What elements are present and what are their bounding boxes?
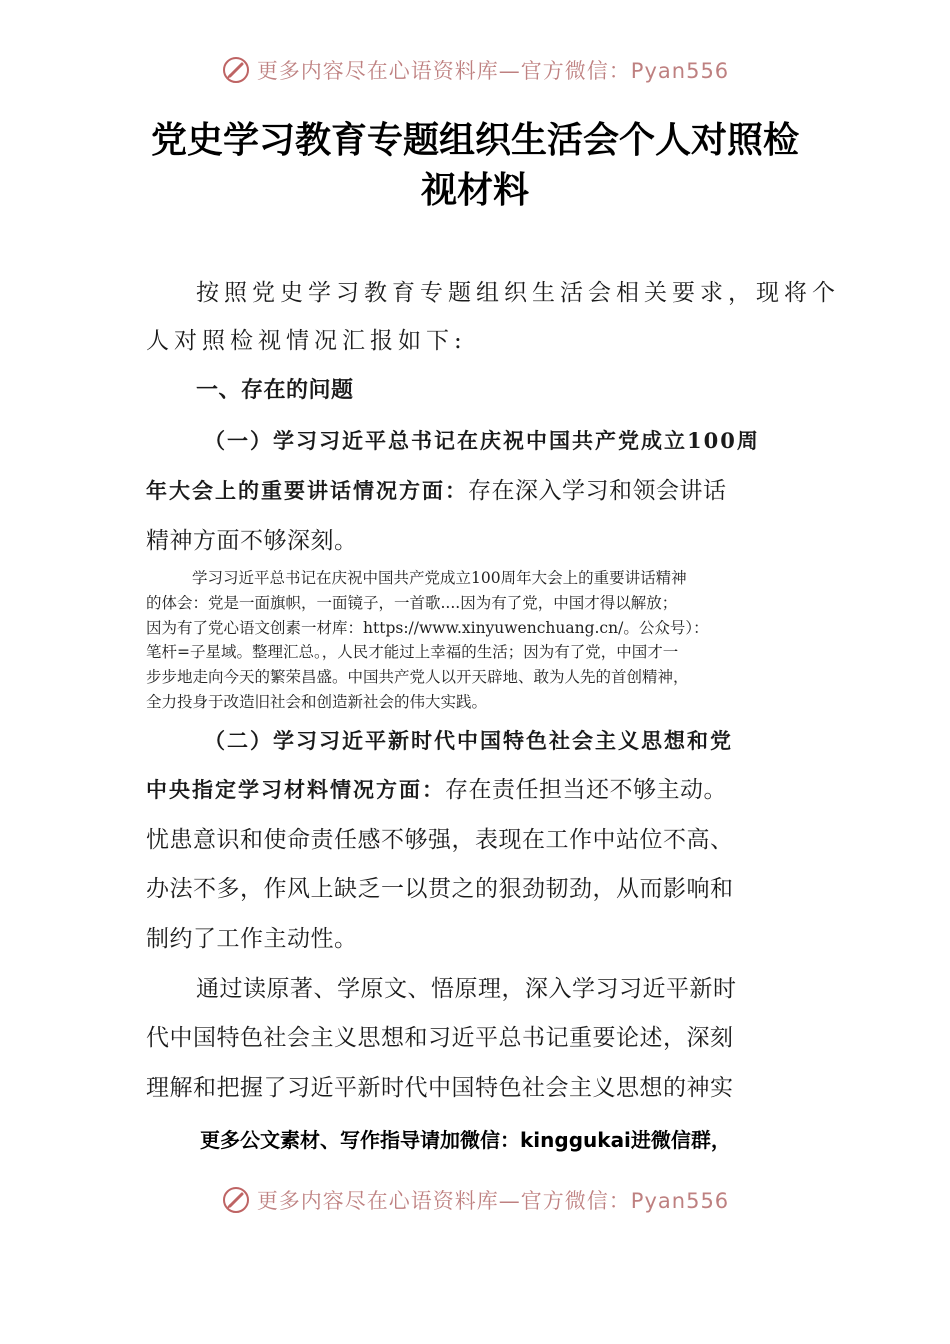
top-watermark [0,55,950,85]
brush-logo-icon [221,55,251,85]
item1-line-2-text: 存在深入学习和领会讲话 [468,478,727,504]
intro-line-2: 人对照检视情况汇报如下: [146,328,467,354]
item2-heading-line-2: 中央指定学习材料情况方面： [146,777,445,802]
note-line: 因为有了党心语文创素一材库：https://www.xinyuwenchuang.cn/。公众号）： [146,619,709,637]
item1-line-3: 精神方面不够深刻。 [146,528,358,554]
item1-heading-line-2: 年大会上的重要讲话情况方面： [146,478,468,503]
note-line: 全力投身于改造旧社会和创造新社会的伟大实践。 [146,693,488,711]
intro-line-1: 按照党史学习教育专题组织生活会相关要求，现将个 [196,280,840,306]
document-title [140,116,810,216]
note-line: 步步地走向今天的繁荣昌盛。中国共产党人以开天辟地、敢为人先的首创精神， [146,668,689,686]
para3-line-3: 理解和把握了习近平新时代中国特色社会主义思想的神实 [146,1075,734,1101]
item2-line-2-text: 存在责任担当还不够主动。 [445,777,727,803]
item1-line-2 [146,476,727,506]
para3-line-1: 通过读原著、学原文、悟原理，深入学习习近平新时 [196,976,737,1002]
section-heading-problems: 一、存在的问题 [196,378,354,403]
bottom-watermark-text: 更多内容尽在心语资料库—官方微信：Pyan556 [256,1189,730,1213]
item2-heading-line-1: （二）学习习近平新时代中国特色社会主义思想和党 [204,728,733,753]
bottom-watermark [0,1185,950,1215]
top-watermark-text: 更多内容尽在心语资料库—官方微信：Pyan556 [256,59,730,83]
item2-line-3: 忧患意识和使命责任感不够强，表现在工作中站位不高、 [146,827,734,853]
note-line: 笔杆=子星域。整理汇总。，人民才能过上幸福的生活；因为有了党，中国才一 [146,643,679,661]
para3-line-2: 代中国特色社会主义思想和习近平总书记重要论述，深刻 [146,1025,734,1051]
note-line: 学习习近平总书记在庆祝中国共产党成立100周年大会上的重要讲话精神 [192,569,687,587]
item2-line-2 [146,775,727,805]
title-line-1: 党史学习教育专题组织生活会个人对照检 [150,120,799,161]
item1-heading-line-1: （一）学习习近平总书记在庆祝中国共产党成立100周 [204,428,760,453]
title-line-2: 视材料 [420,170,529,211]
note-line: 的体会：党是一面旗帜，一面镜子，一首歌....因为有了党，中国才得以解放； [146,594,678,612]
item2-line-5: 制约了工作主动性。 [146,926,358,952]
footer-ad-text: 更多公文素材、写作指导请加微信：kinggukai进微信群， [200,1128,731,1152]
item2-line-4: 办法不多，作风上缺乏一以贯之的狠劲韧劲，从而影响和 [146,876,734,902]
brush-logo-icon [221,1185,251,1215]
